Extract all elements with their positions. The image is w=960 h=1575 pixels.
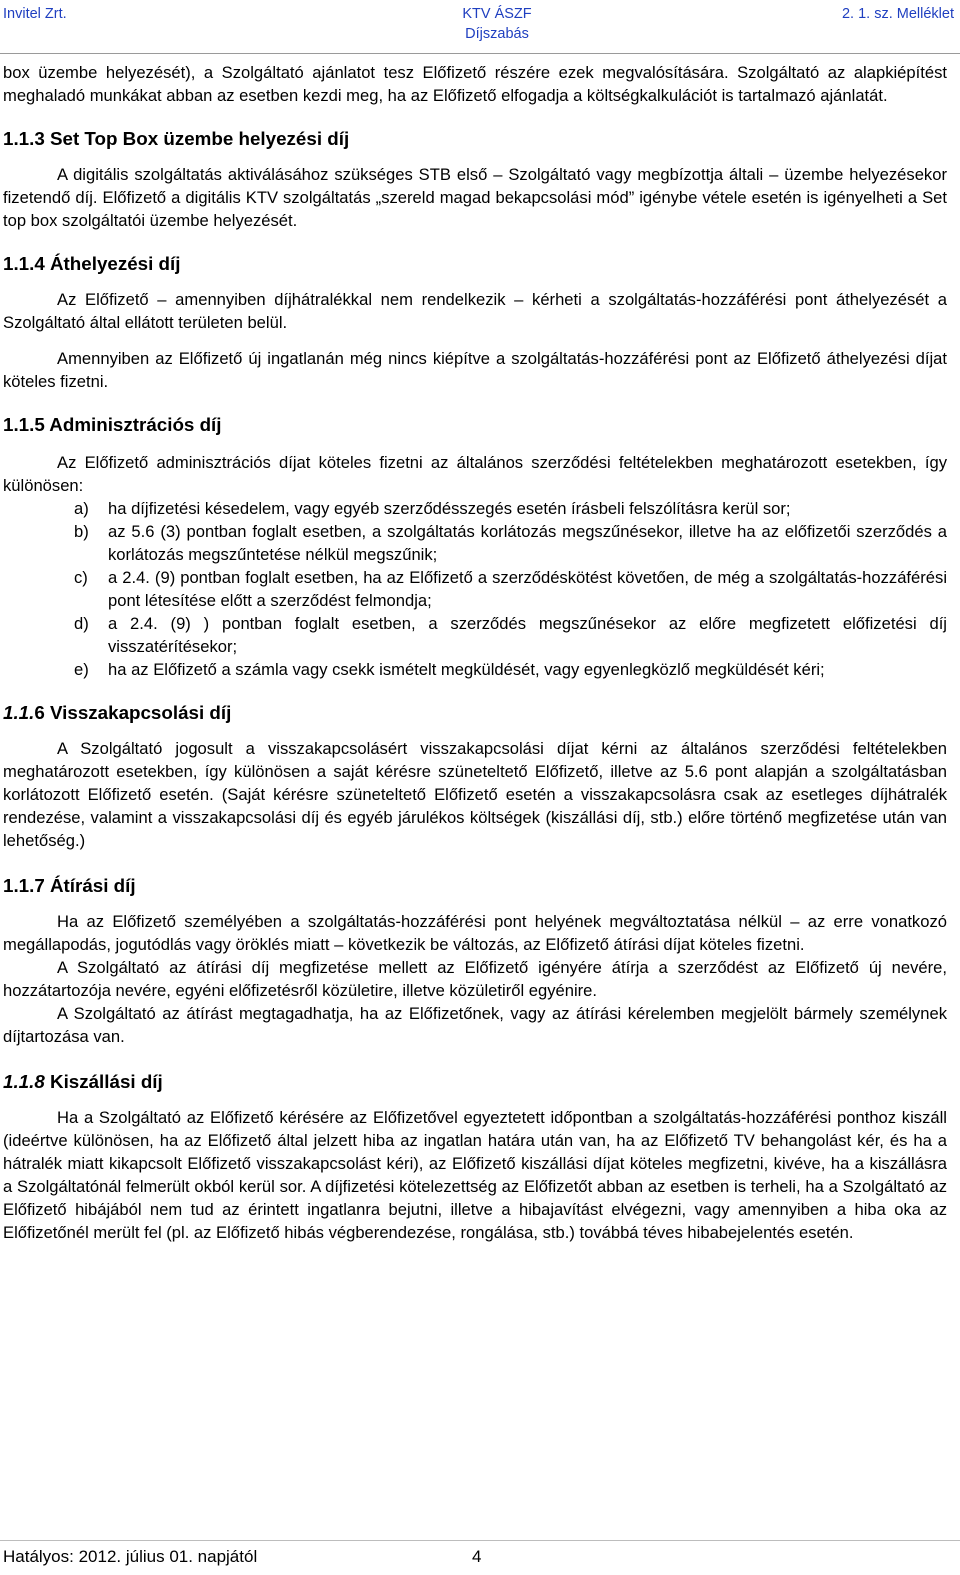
list-item-text: az 5.6 (3) pontban foglalt esetben, a szolgáltatás korlátozás megszűnésekor, illetve ha az előfizetői szerződés a korlátozás megszűntetése nélkül megszűnik; — [108, 522, 947, 564]
header-document-title — [0, 4, 960, 44]
list-item — [3, 612, 947, 658]
section-1-1-8-paragraph: Ha a Szolgáltató az Előfizető kérésére az Előfizetővel egyeztetett időpontban a szolgáltatás-hozzáférési ponthoz kiszáll (ideértve különösen, ha az Előfizető által jelzett hiba az ingatlan határa után van, ha az Előfizető TV behangolást kér, és ha a hátralék miatt kikapcsolt Előfizető visszakapcsolást kéri), az Előfizető kiszállási díjat köteles megfizetni, kivéve, ha a kiszállásra a Szolgáltatónál felmerült okból kerül sor. A díjfizetési kötelezettség az Előfizetőt abban az esetben is terheli, ha a Szolgáltató az Előfizető hibájából nem tud az érintett ingatlanra bejutni, illetve a hibajavítást elvégezni, vagy amennyiben a hiba oka az Előfizetőnél merült fel (pl. az Előfizető hibás végberendezése, rongálása, stb.) továbbá téves hibabejelentés esetén. — [3, 1108, 947, 1242]
list-item-marker: b) — [74, 522, 89, 541]
header-title-line1: KTV ÁSZF — [462, 6, 532, 22]
list-item — [3, 497, 947, 520]
section-1-1-6-paragraph: A Szolgáltató jogosult a visszakapcsolásért visszakapcsolási díjat kérni az általános szerződési feltételekben meghatározott esetekben, így különösen a saját kérésre szüneteltető Előfizető, illetve az 5.6 pont alapján a szolgáltatásban korlátozott Előfizető esetén. (Saját kérésre szüneteltető Előfizető esetén a visszakapcsolásra csak az esetleges díjhátralék rendezése, valamint a visszakapcsolási díj és egyéb járulékos költségek (kiszállási díj, stb.) előre történő megfizetése után van lehetőség.) — [3, 739, 947, 850]
section-1-1-5-list — [3, 497, 947, 681]
section-1-1-5-heading: 1.1.5 Adminisztrációs díj — [3, 414, 222, 435]
list-item-text: a 2.4. (9) pontban foglalt esetben, ha az Előfizető a szerződéskötést követően, de még a szolgáltatás-hozzáférési pont létesítése előtt a szerződést felmondja; — [108, 568, 947, 610]
list-item-text: a 2.4. (9) ) pontban foglalt esetben, a szerződés megszűnésekor az előre megfizetett előfizetési díj visszatérítésekor; — [108, 614, 947, 656]
header-annex-label: 2. 1. sz. Melléklet — [841, 6, 954, 22]
section-1-1-3-heading: 1.1.3 Set Top Box üzembe helyezési díj — [3, 128, 350, 149]
section-1-1-3-paragraph: A digitális szolgáltatás aktiválásához szükséges STB első – Szolgáltató vagy megbízottja általi – üzembe helyezésekor fizetendő díj. Előfizető a digitális KTV szolgáltatás „szereld magad bekapcsolási mód” igénybe vétele esetén is igényelheti a Set top box szolgáltatói üzembe helyezését. — [3, 165, 947, 230]
intro-paragraph: box üzembe helyezését), a Szolgáltató ajánlatot tesz Előfizető részére ezek megvalósítására. Szolgáltató az alapkiépítést meghaladó munkákat abban az esetben kezdi meg, ha az Előfizető elfogadja a költségkalkulációt is tartalmazó ajánlatát. — [3, 63, 947, 105]
header-title-line2: Díjszabás — [465, 26, 529, 42]
list-item-text: ha díjfizetési késedelem, vagy egyéb szerződésszegés esetén írásbeli felszólításra kerül sor; — [108, 499, 791, 518]
header-divider — [0, 53, 960, 54]
list-item-marker: a) — [74, 499, 89, 518]
header-company: Invitel Zrt. — [3, 6, 67, 22]
footer-page-number: 4 — [472, 1547, 482, 1566]
footer-effective-date: Hatályos: 2012. július 01. napjától — [3, 1547, 258, 1566]
section-1-1-8-title: Kiszállási díj — [44, 1071, 163, 1092]
section-1-1-5-paragraph: Az Előfizető adminisztrációs díjat köteles fizetni az általános szerződési feltételekben meghatározott esetekben, így különösen: — [3, 453, 947, 495]
section-1-1-6-heading — [3, 701, 947, 725]
section-1-1-7-paragraph-2: A Szolgáltató az átírási díj megfizetése mellett az Előfizető igényére átírja a szerződést az Előfizető új nevére, hozzátartozója nevére, egyéni előfizetésről közületire, illetve közületiről egyénire. — [3, 958, 947, 1000]
list-item — [3, 520, 947, 566]
list-item-marker: e) — [74, 660, 89, 679]
section-1-1-4-heading: 1.1.4 Áthelyezési díj — [3, 253, 181, 274]
section-1-1-7-heading: 1.1.7 Átírási díj — [3, 875, 136, 896]
section-1-1-7-paragraph-3: A Szolgáltató az átírást megtagadhatja, ha az Előfizetőnek, vagy az átírási kérelemben megjelölt bármely személynek díjtartozása van. — [3, 1004, 947, 1046]
section-1-1-7-paragraph-1: Ha az Előfizető személyében a szolgáltatás-hozzáférési pont helyének megváltoztatása nélkül – az erre vonatkozó megállapodás, jogutódlás vagy öröklés miatt – következik be változás, az Előfizető átírási díjat köteles fizetni. — [3, 912, 947, 954]
list-item-marker: d) — [74, 614, 89, 633]
document-body — [3, 61, 947, 1244]
section-1-1-6-title: 6 Visszakapcsolási díj — [34, 702, 232, 723]
section-1-1-6-number: 1.1. — [3, 702, 35, 723]
section-1-1-4-paragraph-2: Amennyiben az Előfizető új ingatlanán még nincs kiépítve a szolgáltatás-hozzáférési pont az Előfizető áthelyezési díjat köteles fizetni. — [3, 349, 947, 391]
list-item-text: ha az Előfizető a számla vagy csekk ismételt megküldését, vagy egyenlegközlő megküldését kéri; — [108, 660, 825, 679]
list-item-marker: c) — [74, 568, 88, 587]
list-item — [3, 658, 947, 681]
section-1-1-4-paragraph-1: Az Előfizető – amennyiben díjhátralékkal nem rendelkezik – kérheti a szolgáltatás-hozzáférési pont áthelyezését a Szolgáltató által ellátott területen belül. — [3, 290, 947, 332]
list-item — [3, 566, 947, 612]
section-1-1-8-heading — [3, 1070, 947, 1094]
section-1-1-8-number: 1.1.8 — [3, 1071, 45, 1092]
footer-divider — [0, 1540, 960, 1541]
